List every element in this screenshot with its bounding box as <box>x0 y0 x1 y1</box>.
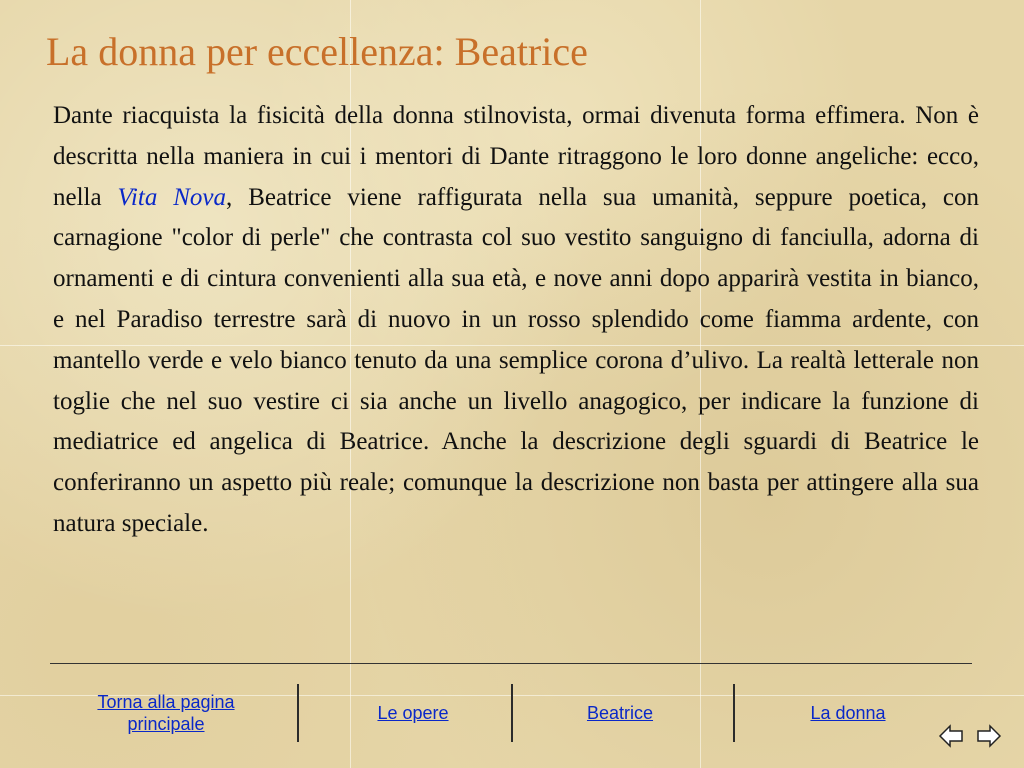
nav-donna-cell <box>748 686 948 740</box>
nav-separator <box>733 684 735 742</box>
nav-separator <box>297 684 299 742</box>
arrow-right-icon[interactable] <box>976 723 1002 749</box>
nav-opere-cell <box>313 686 513 740</box>
vita-nova-link[interactable]: Vita Nova <box>117 183 227 211</box>
nav-donna-link[interactable]: La donna <box>810 703 886 723</box>
nav-home-cell <box>66 686 266 740</box>
nav-beatrice-cell <box>520 686 720 740</box>
paragraph-text-start: Dante riacquista la fisicità della donna stilnovista, ormai divenuta forma effimera. Non è descritta nella maniera in cui i mentori di Dante ritraggono le loro donne angeliche: ecco, nella <box>53 102 979 211</box>
nav-beatrice-link[interactable]: Beatrice <box>586 703 654 723</box>
arrow-left-icon[interactable] <box>938 723 964 749</box>
slide-title: La donna per eccellenza: Beatrice <box>46 29 588 74</box>
nav-home-line1: Torna alla pagina <box>97 692 235 712</box>
nav-separator <box>511 684 513 742</box>
nav-opere-link[interactable]: Le opere <box>377 703 449 723</box>
horizontal-divider <box>50 663 972 664</box>
slide-body-paragraph <box>53 96 979 545</box>
paragraph-text-end: , Beatrice viene raffigurata nella sua umanità, seppure poetica, con carnagione "color di perle" che contrasta col suo vestito sanguigno di fanciulla, adorna di ornamenti e di cintura convenienti alla sua età, e nove anni dopo apparirà vestita in bianco, e nel Paradiso terrestre sarà di nuovo in un rosso splendido come fiamma ardente, con mantello verde e velo bianco tenuto da una semplice corona d’ulivo. La realtà letterale non toglie che nel suo vestire ci sia anche un livello anagogico, per indicare la funzione di mediatrice ed angelica di Beatrice. Anche la descrizione degli sguardi di Beatrice le conferiranno un aspetto più reale; comunque la descrizione non basta per attingere alla sua natura speciale. <box>53 183 980 537</box>
nav-home-link[interactable] <box>97 691 234 735</box>
nav-home-line2: principale <box>127 714 205 734</box>
